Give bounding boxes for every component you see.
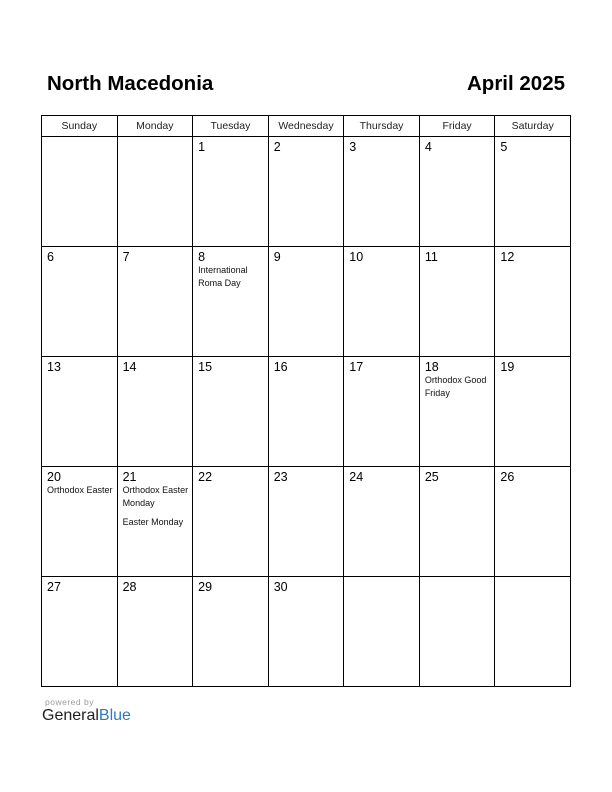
weekday-header: Monday (117, 116, 193, 137)
day-cell (344, 247, 420, 357)
week-row (42, 247, 571, 357)
holiday-label: International Roma Day (198, 265, 248, 288)
holiday-label: Orthodox Easter (47, 485, 113, 495)
day-cell (42, 247, 118, 357)
day-number: 2 (273, 140, 281, 154)
day-cell (193, 357, 269, 467)
day-number: 21 (122, 470, 137, 484)
day-cell (193, 577, 269, 687)
day-cell (419, 467, 495, 577)
day-cell (419, 357, 495, 467)
generalblue-logo (42, 707, 131, 725)
day-cell (344, 467, 420, 577)
day-cell (268, 137, 344, 247)
powered-by-label: powered by (45, 697, 94, 707)
holiday-label: Orthodox Easter Monday (122, 485, 189, 508)
month-year-label: April 2025 (467, 72, 565, 95)
weekday-header: Friday (419, 116, 495, 137)
week-row (42, 467, 571, 577)
day-cell (117, 357, 193, 467)
empty-day-cell (495, 577, 571, 687)
day-cell (495, 137, 571, 247)
page-title: North Macedonia (47, 72, 214, 95)
day-number: 25 (424, 470, 439, 484)
day-cell (42, 467, 118, 577)
holiday-label: Easter Monday (122, 517, 184, 527)
week-row (42, 357, 571, 467)
day-number: 16 (273, 360, 288, 374)
day-number: 7 (122, 250, 130, 264)
day-number: 26 (500, 470, 515, 484)
weekday-header-row (42, 116, 571, 137)
day-cell (193, 467, 269, 577)
day-cell (117, 467, 193, 577)
day-cell (193, 247, 269, 357)
day-number: 30 (273, 580, 288, 594)
day-cell (344, 357, 420, 467)
logo-text-blue: Blue (98, 707, 131, 724)
day-number: 3 (349, 140, 357, 154)
day-number: 15 (198, 360, 213, 374)
day-number: 20 (47, 470, 61, 484)
day-number: 17 (349, 360, 364, 374)
day-number: 8 (198, 250, 206, 264)
day-number: 24 (349, 470, 364, 484)
day-number: 12 (500, 250, 515, 264)
weekday-header: Sunday (42, 116, 118, 137)
day-number: 11 (424, 250, 438, 264)
day-cell (193, 137, 269, 247)
day-cell (268, 577, 344, 687)
day-cell (344, 137, 420, 247)
day-number: 19 (500, 360, 515, 374)
empty-day-cell (42, 137, 118, 247)
day-number: 23 (273, 470, 288, 484)
day-number: 28 (122, 580, 137, 594)
day-number: 6 (47, 250, 54, 264)
weekday-header: Saturday (495, 116, 571, 137)
day-number: 29 (198, 580, 213, 594)
weekday-header: Tuesday (193, 116, 269, 137)
day-cell (117, 247, 193, 357)
day-number: 5 (500, 140, 508, 154)
weekday-header: Thursday (344, 116, 420, 137)
day-cell (419, 137, 495, 247)
day-cell (495, 357, 571, 467)
holiday-label: Orthodox Good Friday (424, 375, 487, 398)
calendar-grid (41, 115, 571, 687)
day-number: 9 (273, 250, 281, 264)
weekday-header: Wednesday (268, 116, 344, 137)
day-cell (42, 577, 118, 687)
week-row (42, 137, 571, 247)
day-number: 14 (122, 360, 137, 374)
empty-day-cell (117, 137, 193, 247)
week-row (42, 577, 571, 687)
day-number: 1 (198, 140, 206, 154)
day-cell (42, 357, 118, 467)
logo-text-general: General (42, 707, 99, 724)
day-cell (495, 247, 571, 357)
day-cell (268, 357, 344, 467)
day-cell (495, 467, 571, 577)
day-number: 27 (47, 580, 61, 594)
empty-day-cell (344, 577, 420, 687)
day-cell (117, 577, 193, 687)
day-number: 4 (424, 140, 432, 154)
day-number: 18 (424, 360, 439, 374)
day-cell (268, 467, 344, 577)
day-number: 10 (349, 250, 364, 264)
day-number: 22 (198, 470, 213, 484)
day-number: 13 (47, 360, 61, 374)
day-cell (419, 247, 495, 357)
brand-footer (42, 697, 131, 725)
day-cell (268, 247, 344, 357)
empty-day-cell (419, 577, 495, 687)
